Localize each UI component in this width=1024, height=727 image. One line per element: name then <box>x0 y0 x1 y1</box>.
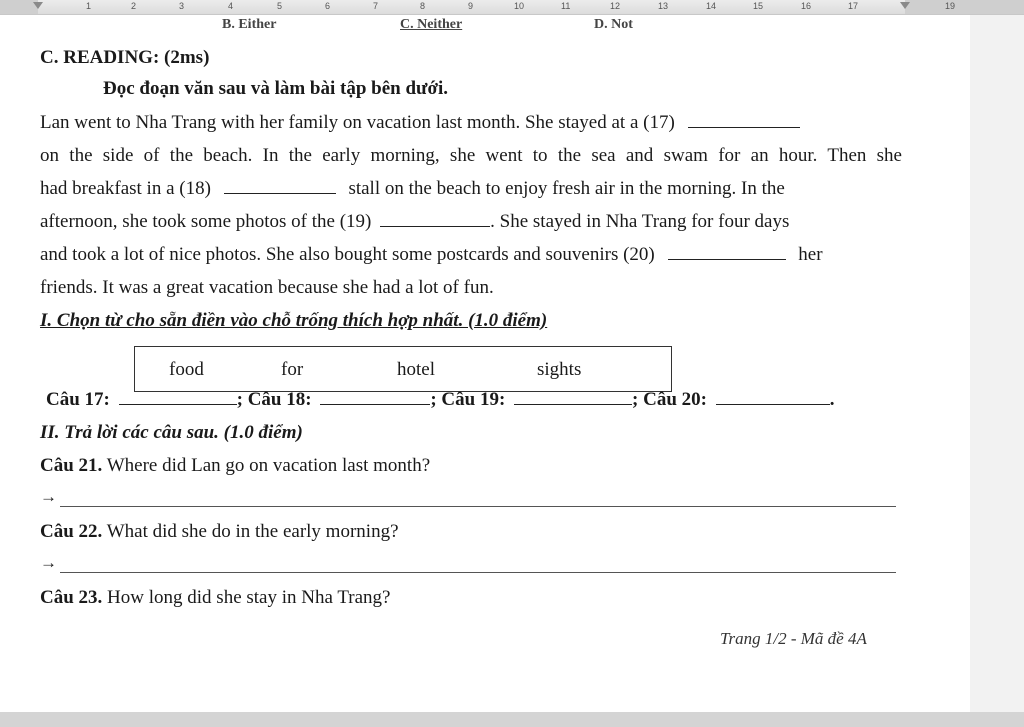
q21-label: Câu 21. <box>40 455 103 476</box>
q21-text: Where did Lan go on vacation last month? <box>106 455 431 476</box>
passage-line-3 <box>40 178 785 200</box>
passage-text: had breakfast in a (18) <box>40 178 211 199</box>
q18-label: ; Câu 18: <box>236 389 312 410</box>
page-footer: Trang 1/2 - Mã đề 4A <box>720 629 867 648</box>
passage-text: Lan went to Nha Trang with her family on vacation last month. She stayed at a (17) <box>40 112 675 133</box>
ruler-tick: 10 <box>514 1 525 11</box>
left-indent-marker-icon[interactable] <box>33 2 43 9</box>
passage-line-6: friends. It was a great vacation because she had a lot of fun. <box>40 277 494 298</box>
answer-21-line[interactable] <box>60 506 896 507</box>
workspace-margin <box>970 15 1024 712</box>
end-period: . <box>829 389 835 410</box>
ruler-tick: 15 <box>753 1 764 11</box>
ruler-tick: 4 <box>228 1 234 11</box>
section-title: C. READING: (2ms) <box>40 47 210 68</box>
word-option: sights <box>537 359 582 380</box>
ruler-tick: 13 <box>658 1 669 11</box>
question-23 <box>40 587 390 609</box>
horizontal-ruler[interactable] <box>0 0 1024 15</box>
blank-18 <box>224 192 336 194</box>
answer-20-blank[interactable] <box>716 403 830 405</box>
blank-20 <box>668 258 786 260</box>
q22-text: What did she do in the early morning? <box>106 521 399 542</box>
document-page[interactable] <box>0 15 970 712</box>
ruler-tick: 3 <box>179 1 185 11</box>
answer-17-blank[interactable] <box>119 403 237 405</box>
ruler-tick: 1 <box>86 1 92 11</box>
q19-label: ; Câu 19: <box>430 389 506 410</box>
question-22 <box>40 521 399 543</box>
q17-label: Câu 17: <box>46 389 110 410</box>
ruler-tick: 11 <box>561 1 571 11</box>
passage-text: afternoon, she took some photos of the (19) <box>40 211 372 232</box>
passage-text: . She stayed in Nha Trang for four days <box>490 211 790 232</box>
question-21 <box>40 455 430 477</box>
passage-text: stall on the beach to enjoy fresh air in the morning. In the <box>348 178 785 199</box>
word-box <box>134 346 672 392</box>
passage-text: her <box>798 244 823 265</box>
ruler-tick: 17 <box>848 1 859 11</box>
part1-title: I. Chọn từ cho sẵn điền vào chỗ trống thích hợp nhất. (1.0 điểm) <box>40 310 548 331</box>
bottom-scroll-area[interactable] <box>0 712 1024 727</box>
passage-line-5 <box>40 244 823 266</box>
ruler-right-margin <box>905 0 1024 14</box>
ruler-tick: 6 <box>325 1 331 11</box>
ruler-tick: 8 <box>420 1 426 11</box>
option-d-cut: D. Not <box>594 17 633 32</box>
ruler-tick: 12 <box>610 1 621 11</box>
ruler-tick: 9 <box>468 1 474 11</box>
ruler-tick: 19 <box>945 1 956 11</box>
q23-text: How long did she stay in Nha Trang? <box>107 587 391 608</box>
word-option: for <box>281 359 304 380</box>
answer-18-blank[interactable] <box>320 403 430 405</box>
ruler-tick: 7 <box>373 1 379 11</box>
ruler-tick: 14 <box>706 1 717 11</box>
option-b-cut: B. Either <box>222 17 277 32</box>
answer-19-blank[interactable] <box>514 403 632 405</box>
answer-22-line[interactable] <box>60 572 896 573</box>
option-c-cut: C. Neither <box>400 17 463 32</box>
right-indent-marker-icon[interactable] <box>900 2 910 9</box>
passage-line-1 <box>40 112 800 134</box>
passage-text: and took a lot of nice photos. She also bought some postcards and souvenirs (20) <box>40 244 655 265</box>
ruler-tick: 5 <box>277 1 283 11</box>
q22-label: Câu 22. <box>40 521 103 542</box>
q20-label: ; Câu 20: <box>632 389 707 410</box>
answer-row <box>46 389 834 411</box>
part2-title: II. Trả lời các câu sau. (1.0 điểm) <box>40 422 303 443</box>
section-instruction: Đọc đoạn văn sau và làm bài tập bên dưới. <box>103 78 448 99</box>
arrow-icon: → <box>40 487 57 506</box>
ruler-tick: 2 <box>131 1 137 11</box>
arrow-icon: → <box>40 553 57 572</box>
blank-19 <box>380 225 490 227</box>
passage-line-2: on the side of the beach. In the early morning, she went to the sea and swam for an hour. Then she <box>40 145 902 166</box>
blank-17 <box>688 126 800 128</box>
passage-line-4 <box>40 211 789 233</box>
word-option: food <box>169 359 204 380</box>
q23-label: Câu 23. <box>40 587 103 608</box>
word-option: hotel <box>397 359 435 380</box>
ruler-tick: 16 <box>801 1 812 11</box>
